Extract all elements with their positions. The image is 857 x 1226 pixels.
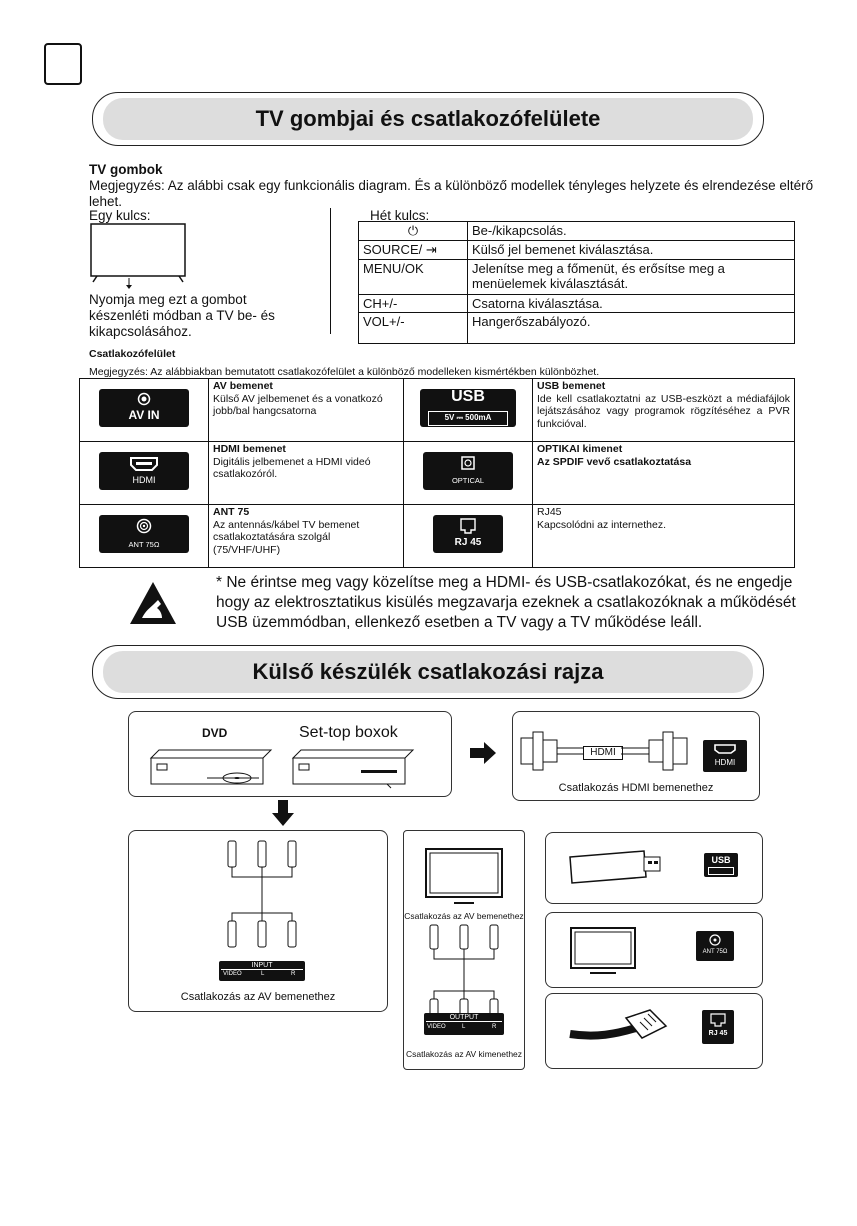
hdmi-title: HDMI bemenet [213,443,286,455]
usb-title: USB bemenet [537,380,606,392]
network-device-panel [545,993,763,1069]
one-key-desc-2: készenléti módban a TV be- és [89,308,275,323]
key-row [359,313,795,344]
rj45-port-small-label: RJ 45 [708,1030,728,1037]
av-title: AV bemenet [213,380,273,392]
settop-label: Set-top boxok [299,724,398,741]
usb-desc: Ide kell csatlakoztatni az USB-eszközt a médiafájlok lejátszásához vagy programok rögzítéséhez a PVR funkcióval. [537,392,790,430]
usb-device-panel [545,832,763,904]
key-cell: VOL+/- [359,313,468,344]
tv-one-key-illustration [89,222,189,290]
esd-warning-text [216,573,796,633]
section-banner-1 [92,92,764,146]
ant-title: ANT 75 [213,506,250,518]
optical-desc: Az SPDIF vevő csatlakoztatása [537,455,692,468]
key-cell: CH+/- [359,295,468,313]
key-row [359,260,795,295]
hdmi-label: HDMI [132,475,156,486]
key-row [359,295,795,313]
key-row [359,241,795,260]
av-in-port-icon [99,389,189,427]
av-input-panel-port [219,961,305,981]
interface-row [80,379,795,442]
hdmi-connection-panel [512,711,760,801]
section-title-1: TV gombjai és csatlakozófelülete [103,98,753,140]
av-output-caption: Csatlakozás az AV kimenethez [405,1049,523,1059]
av-desc: Külső AV jelbemenet és a vonatkozó jobb/bal hangcsatorna [213,392,383,417]
usb-port-icon [420,389,516,427]
esd-warning-icon [128,580,178,626]
hdmi-port-cell [80,442,209,505]
out-jack-label-l: L [462,1024,466,1030]
tv-av-panel [403,830,525,1070]
av-output-port [424,1013,504,1035]
key-desc-cell: Be-/kikapcsolás. [468,222,795,241]
ant-port-small [696,931,734,961]
rj45-port-icon [433,515,503,553]
usb-rating: 5V ⎓ 500mA [428,411,508,426]
rj45-label: RJ 45 [454,537,482,549]
section-title-2: Külső készülék csatlakozási rajza [103,651,753,693]
key-desc-cell: Csatorna kiválasztása. [468,295,795,313]
rj45-port-cell [404,505,533,568]
interface-table [79,378,795,568]
optical-port-cell [404,442,533,505]
usb-port-small-label: USB [711,855,731,865]
hdmi-desc: Digitális jelbemenet a HDMI videó csatlakozóról. [213,455,371,480]
hdmi-cable-label: HDMI [583,746,623,760]
interface-heading: Csatlakozófelület [89,348,176,360]
dvd-label: DVD [202,726,228,740]
usb-stick-icon [564,847,664,887]
rca-cable-illustration [219,837,309,959]
ant-port-small-label: ANT 75Ω [702,949,728,955]
antenna-device-panel [545,912,763,988]
interface-row [80,505,795,568]
one-key-label: Egy kulcs: [89,208,151,223]
av-input-caption: Csatlakozás az AV bemenethez [180,991,336,1003]
one-key-desc-1: Nyomja meg ezt a gombot [89,292,247,307]
ant-port-cell [80,505,209,568]
warning-line-3: USB üzemmódban, ellenkező esetben a TV vagy a TV működése leáll. [216,614,703,631]
output-label: OUTPUT [426,1014,502,1022]
rj45-title: RJ45 [537,506,562,518]
dvd-settop-illustration [147,748,437,794]
key-desc-cell: Jelenítse meg a főmenüt, és erősítse meg a menüelemek kiválasztását. [468,260,795,295]
hdmi-port-small [703,740,747,772]
seven-key-table [358,221,795,344]
key-row [359,222,795,241]
hdmi-port-small-label: HDMI [714,758,736,767]
av-in-port-cell [80,379,209,442]
usb-port-cell [404,379,533,442]
key-cell: ⏻ [359,222,468,241]
page-number-box [44,43,82,85]
tv-illustration [422,845,506,909]
tv-buttons-heading: TV gombok [89,162,163,177]
jack-label-r: R [291,971,296,977]
tv-av-caption: Csatlakozás az AV bemenethez [404,911,524,921]
warning-line-1: * Ne érintse meg vagy közelítse meg a HDMI- és USB-csatlakozókat, és ne engedje [216,574,793,591]
rj45-desc: Kapcsolódni az internethez. [537,518,666,531]
arrow-right-icon [470,742,496,764]
warning-line-2: hogy az elektrosztatikus kisülés megzavarja ezeknek a csatlakozóknak a működését [216,594,796,611]
hdmi-caption: Csatlakozás HDMI bemenethez [558,782,714,794]
optical-port-icon [423,452,513,490]
hdmi-port-icon [99,452,189,490]
one-key-desc-3: kikapcsolásához. [89,324,192,339]
tv-buttons-note: Megjegyzés: Az alábbi csak egy funkcionális diagram. És a különböző modellek tényleges helyzete és elrendezése eltérő [89,178,814,193]
out-jack-label-video: VIDEO [427,1024,446,1030]
out-jack-label-r: R [492,1024,497,1030]
section-banner-2 [92,645,764,699]
interface-row [80,442,795,505]
optical-label: OPTICAL [451,476,485,486]
tv-small-icon [568,925,638,979]
key-cell: SOURCE/ ⇥ [359,241,468,260]
seven-key-label: Hét kulcs: [370,208,430,223]
key-desc-cell: Külső jel bemenet kiválasztása. [468,241,795,260]
input-label: INPUT [221,962,303,970]
ethernet-cable-icon [566,1004,686,1060]
column-divider [330,208,331,334]
ant-port-icon [99,515,189,553]
av-in-label: AV IN [128,408,160,423]
tv-buttons-note-2: lehet. [89,194,123,209]
source-devices-panel [128,711,452,797]
key-cell: MENU/OK [359,260,468,295]
jack-label-video: VIDEO [223,971,242,977]
arrow-down-icon [272,800,294,826]
interface-note: Megjegyzés: Az alábbiakban bemutatott csatlakozófelület a különböző modelleken kismértékben különbözhet. [89,366,600,378]
rj45-port-small [702,1010,734,1044]
av-input-panel [128,830,388,1012]
usb-label: USB [451,388,485,406]
ant-label: ANT 75Ω [128,540,160,550]
jack-label-l: L [261,971,265,977]
usb-port-small [704,853,738,877]
ant-desc: Az antennás/kábel TV bemenet csatlakoztatására szolgál (75/VHF/UHF) [213,518,360,556]
key-desc-cell: Hangerőszabályozó. [468,313,795,344]
optical-title: OPTIKAI kimenet [537,443,623,455]
